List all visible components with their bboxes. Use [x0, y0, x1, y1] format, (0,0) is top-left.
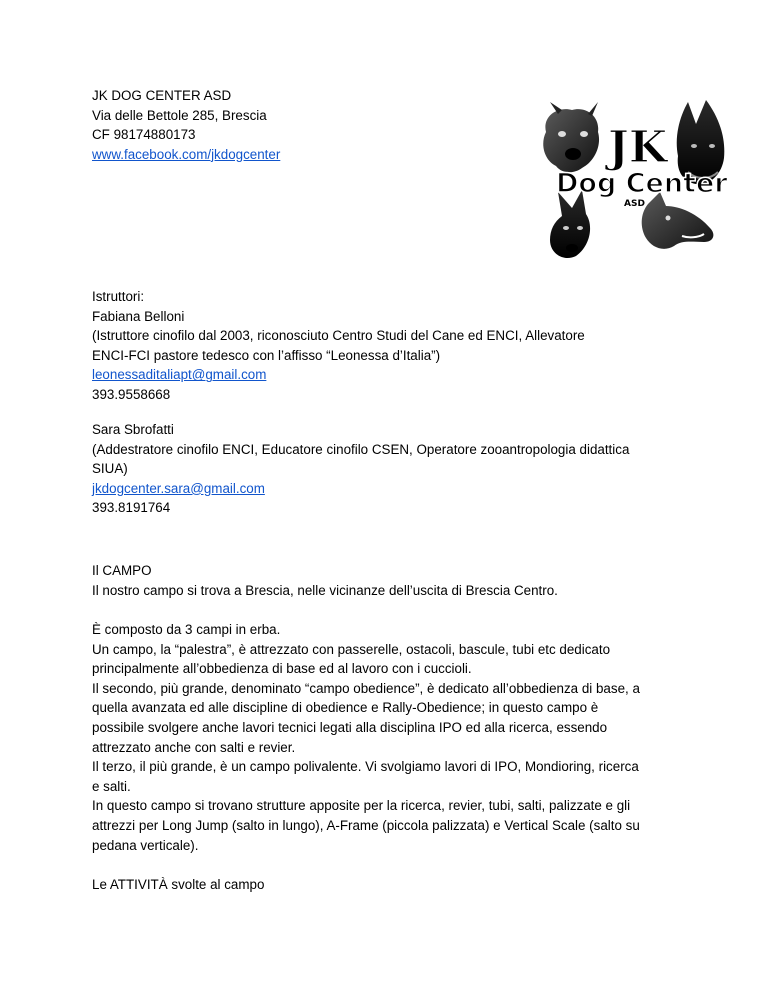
logo-jk-text: JK	[608, 122, 668, 173]
instructor-email-link[interactable]: jkdogcenter.sara@gmail.com	[92, 480, 265, 496]
campo-intro: Il nostro campo si trova a Brescia, nelle vicinanze dell’uscita di Brescia Centro.	[92, 582, 558, 598]
campo-line: e salti.	[92, 778, 131, 794]
logo-dog-center-text: Dog Center	[556, 168, 728, 199]
instructor-name: Sara Sbrofatti	[92, 422, 174, 437]
instructor-entry	[92, 420, 682, 518]
jk-dog-center-logo	[528, 96, 736, 266]
attivita-heading: Le ATTIVITÀ svolte al campo	[92, 877, 265, 892]
instructor-phone: 393.8191764	[92, 500, 171, 516]
campo-line: È composto da 3 campi in erba.	[92, 622, 281, 637]
org-name: JK DOG CENTER ASD	[92, 88, 232, 103]
attivita-section	[92, 875, 682, 895]
pitbull-head-icon	[543, 102, 599, 172]
instructor-email-link[interactable]: leonessaditaliapt@gmail.com	[92, 367, 267, 383]
instructors-heading: Istruttori:	[92, 289, 145, 304]
instructor-description: SIUA)	[92, 461, 128, 477]
website-link[interactable]: www.facebook.com/jkdogcenter	[92, 146, 281, 162]
instructor-description: (Istruttore cinofilo dal 2003, riconosciuto Centro Studi del Cane ed ENCI, Allevatore	[92, 328, 585, 344]
org-cf: CF 98174880173	[92, 127, 196, 143]
instructor-name: Fabiana Belloni	[92, 308, 185, 324]
campo-line: principalmente all’obbedienza di base ed al lavoro con i cuccioli.	[92, 661, 472, 677]
instructors-section	[92, 287, 682, 405]
org-address: Via delle Bettole 285, Brescia	[92, 107, 267, 123]
shepherd-profile-icon	[642, 192, 714, 249]
shepherd-head-icon	[550, 190, 590, 258]
instructor-description: ENCI-FCI pastore tedesco con l’affisso “Leonessa d’Italia”)	[92, 347, 441, 363]
campo-line: quella avanzata ed alle discipline di obedience e Rally-Obedience; in questo campo è	[92, 700, 599, 716]
campo-line: Un campo, la “palestra”, è attrezzato con passerelle, ostacoli, bascule, tubi etc dedicato	[92, 641, 611, 657]
campo-section	[92, 561, 682, 600]
campo-line: Il secondo, più grande, denominato “campo obedience”, è dedicato all’obbedienza di base, a	[92, 680, 640, 696]
campo-line: attrezzato anche con salti e revier.	[92, 739, 296, 755]
campo-line: pedana verticale).	[92, 837, 199, 853]
campo-line: possibile svolgere anche lavori tecnici legati alla disciplina IPO ed alla ricerca, essendo	[92, 719, 608, 735]
campo-description	[92, 620, 682, 855]
campo-line: In questo campo si trovano strutture apposite per la ricerca, revier, tubi, salti, palizzate e gli	[92, 798, 631, 814]
instructor-phone: 393.9558668	[92, 386, 171, 402]
campo-heading: Il CAMPO	[92, 563, 152, 578]
instructor-description: (Addestratore cinofilo ENCI, Educatore cinofilo CSEN, Operatore zooantropologia didattica	[92, 441, 630, 457]
campo-line: attrezzi per Long Jump (salto in lungo), A-Frame (piccola palizzata) e Vertical Scale (salto su	[92, 817, 640, 833]
logo-asd-text: ASD	[624, 199, 645, 209]
campo-line: Il terzo, il più grande, è un campo polivalente. Vi svolgiamo lavori di IPO, Mondioring, ricerca	[92, 759, 639, 775]
